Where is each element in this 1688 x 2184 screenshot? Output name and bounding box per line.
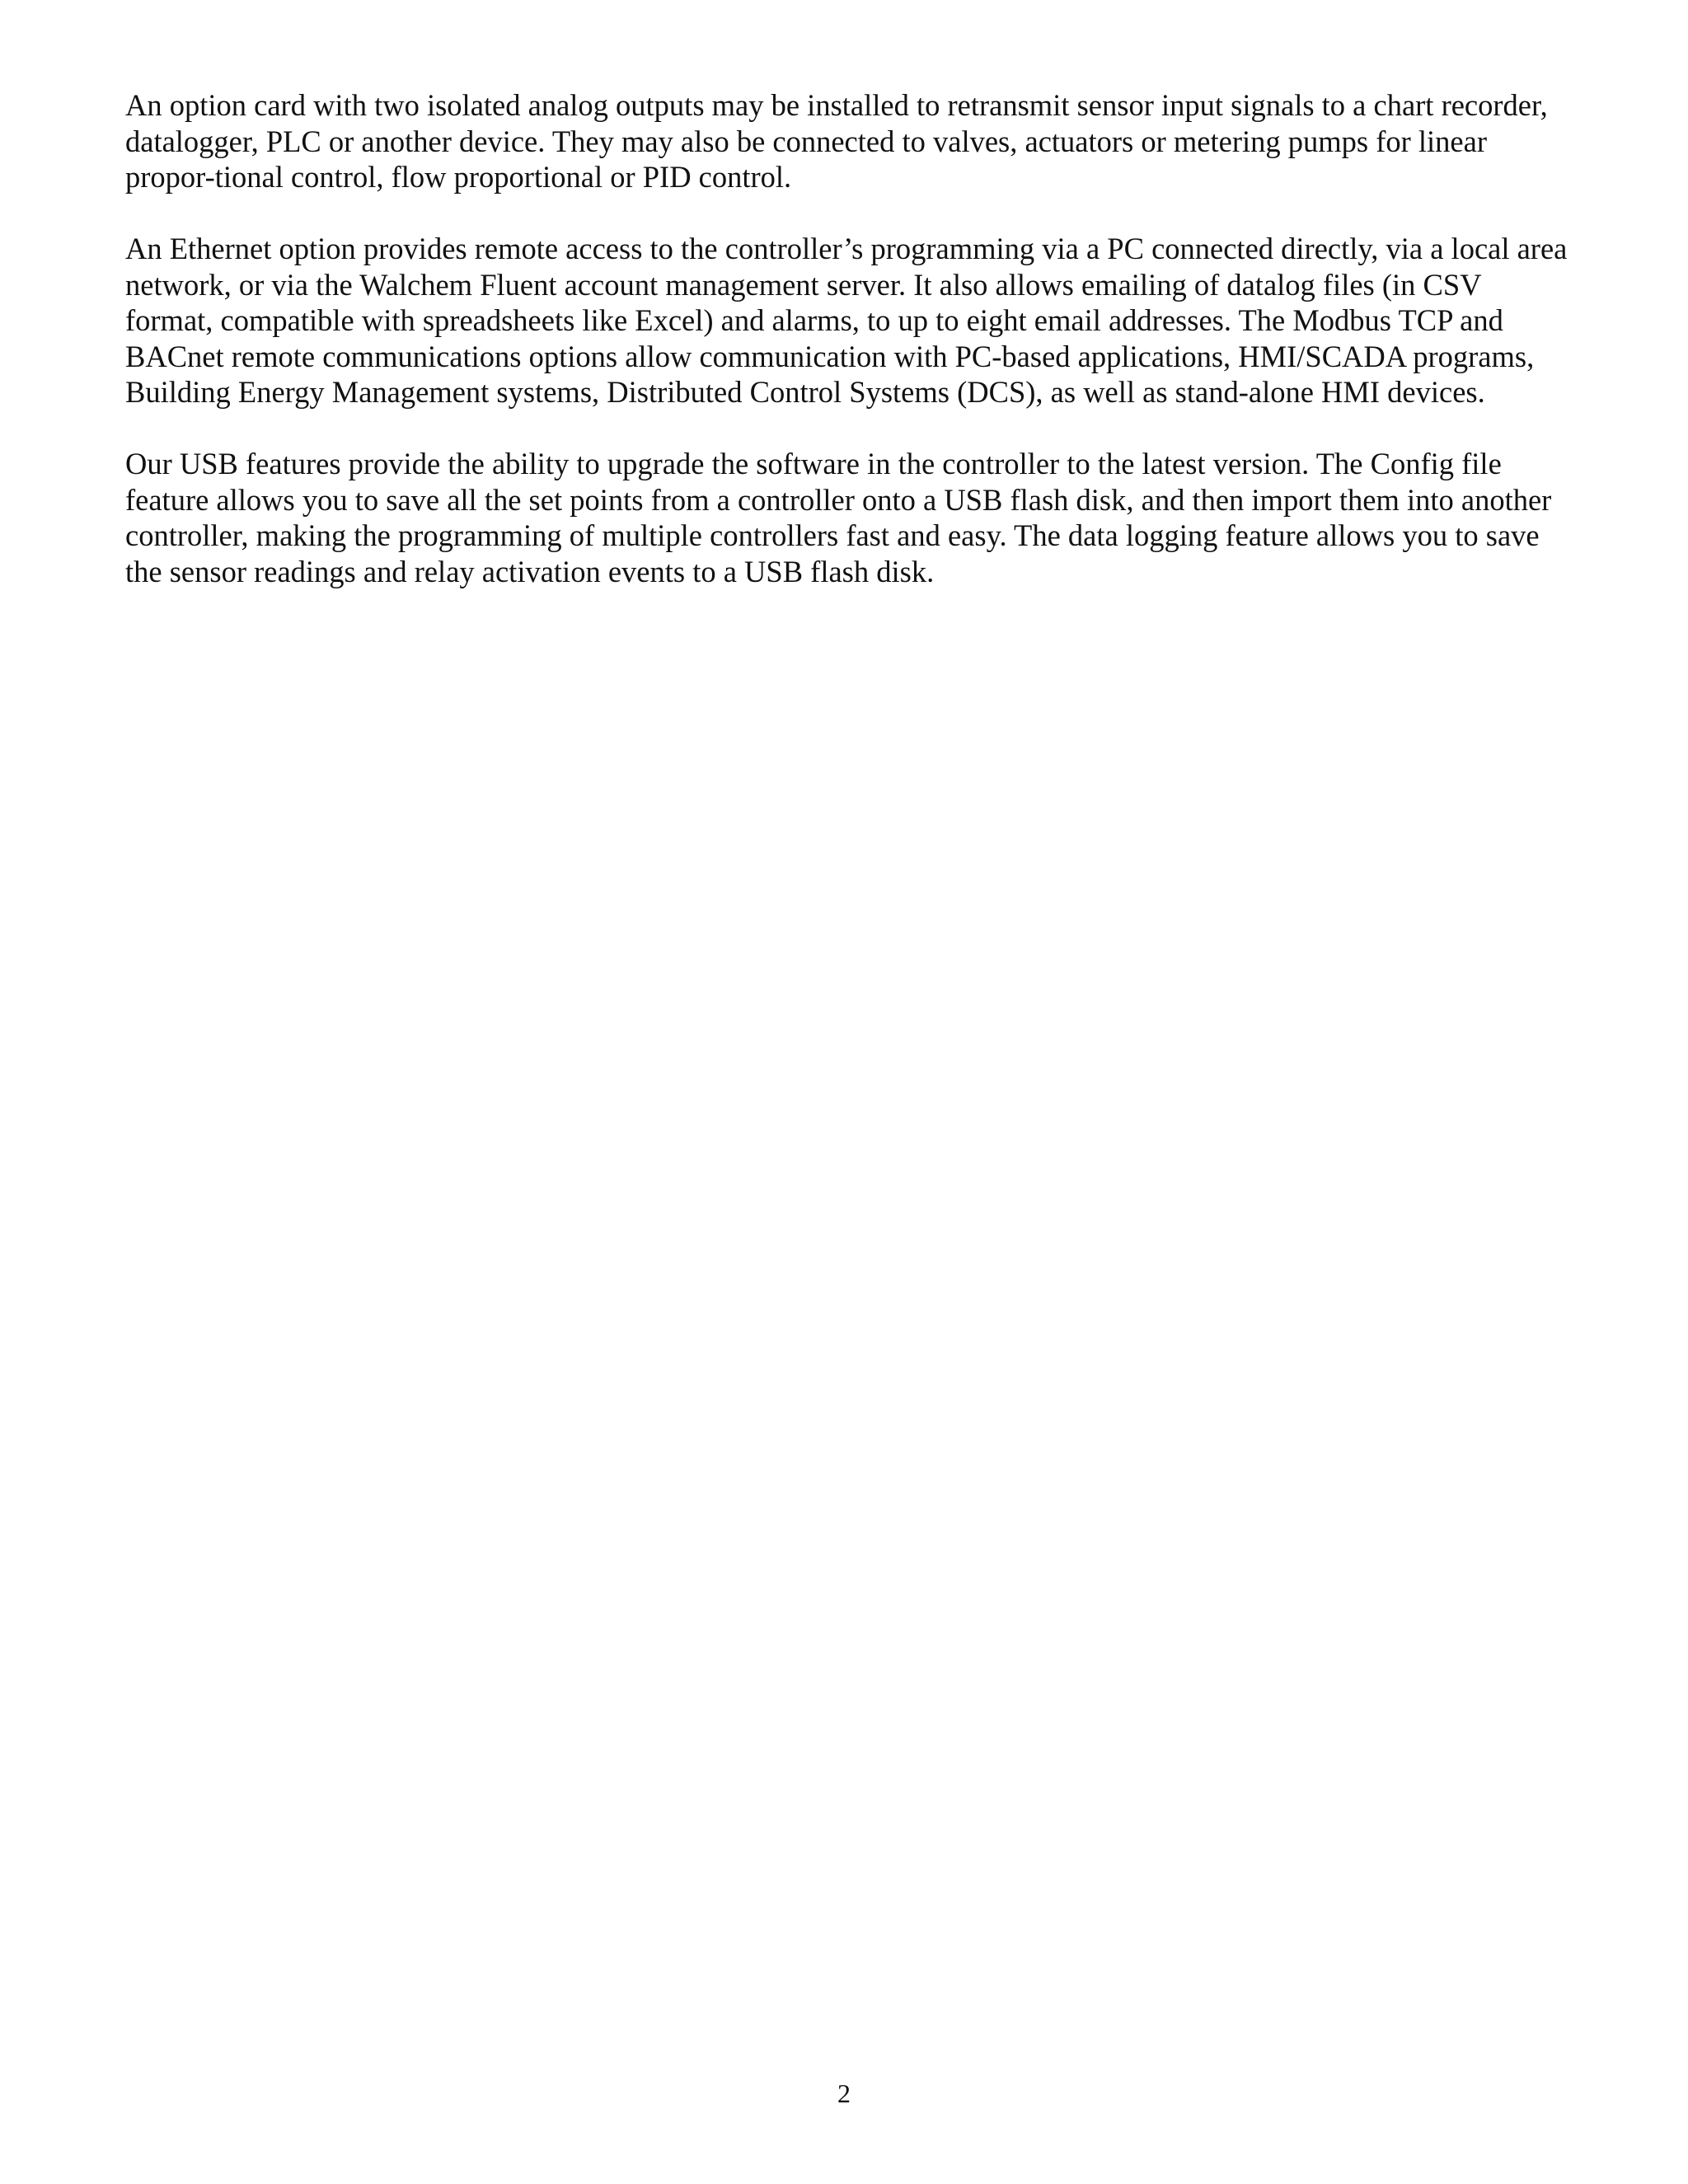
page-number: 2 <box>837 2079 851 2108</box>
paragraph-analog-outputs: An option card with two isolated analog outputs may be installed to retransmit sensor input signals to a chart recorder, datalogger, PLC or another device. They may also be connected to valves, actuators or metering pumps for linear propor-tional control, flow proportional or PID control. <box>125 88 1548 194</box>
paragraph-ethernet-option: An Ethernet option provides remote access to the controller’s programming via a PC connected directly, via a local area network, or via the Walchem Fluent account management server. It also allows emailing of datalog files (in CSV format, compatible with spreadsheets like Excel) and alarms, to up to eight email addresses. The Modbus TCP and BACnet remote communications options allow communication with PC-based applications, HMI/SCADA programs, Building Energy Management systems, Distributed Control Systems (DCS), as well as stand-alone HMI devices. <box>125 232 1568 409</box>
paragraph-usb-features: Our USB features provide the ability to upgrade the software in the controller to the latest version. The Config file feature allows you to save all the set points from a controller onto a USB flash disk, and then import them into another controller, making the programming of multiple controllers fast and easy. The data logging feature allows you to save the sensor readings and relay activation events to a USB flash disk. <box>125 447 1552 588</box>
page-body <box>125 87 1576 626</box>
